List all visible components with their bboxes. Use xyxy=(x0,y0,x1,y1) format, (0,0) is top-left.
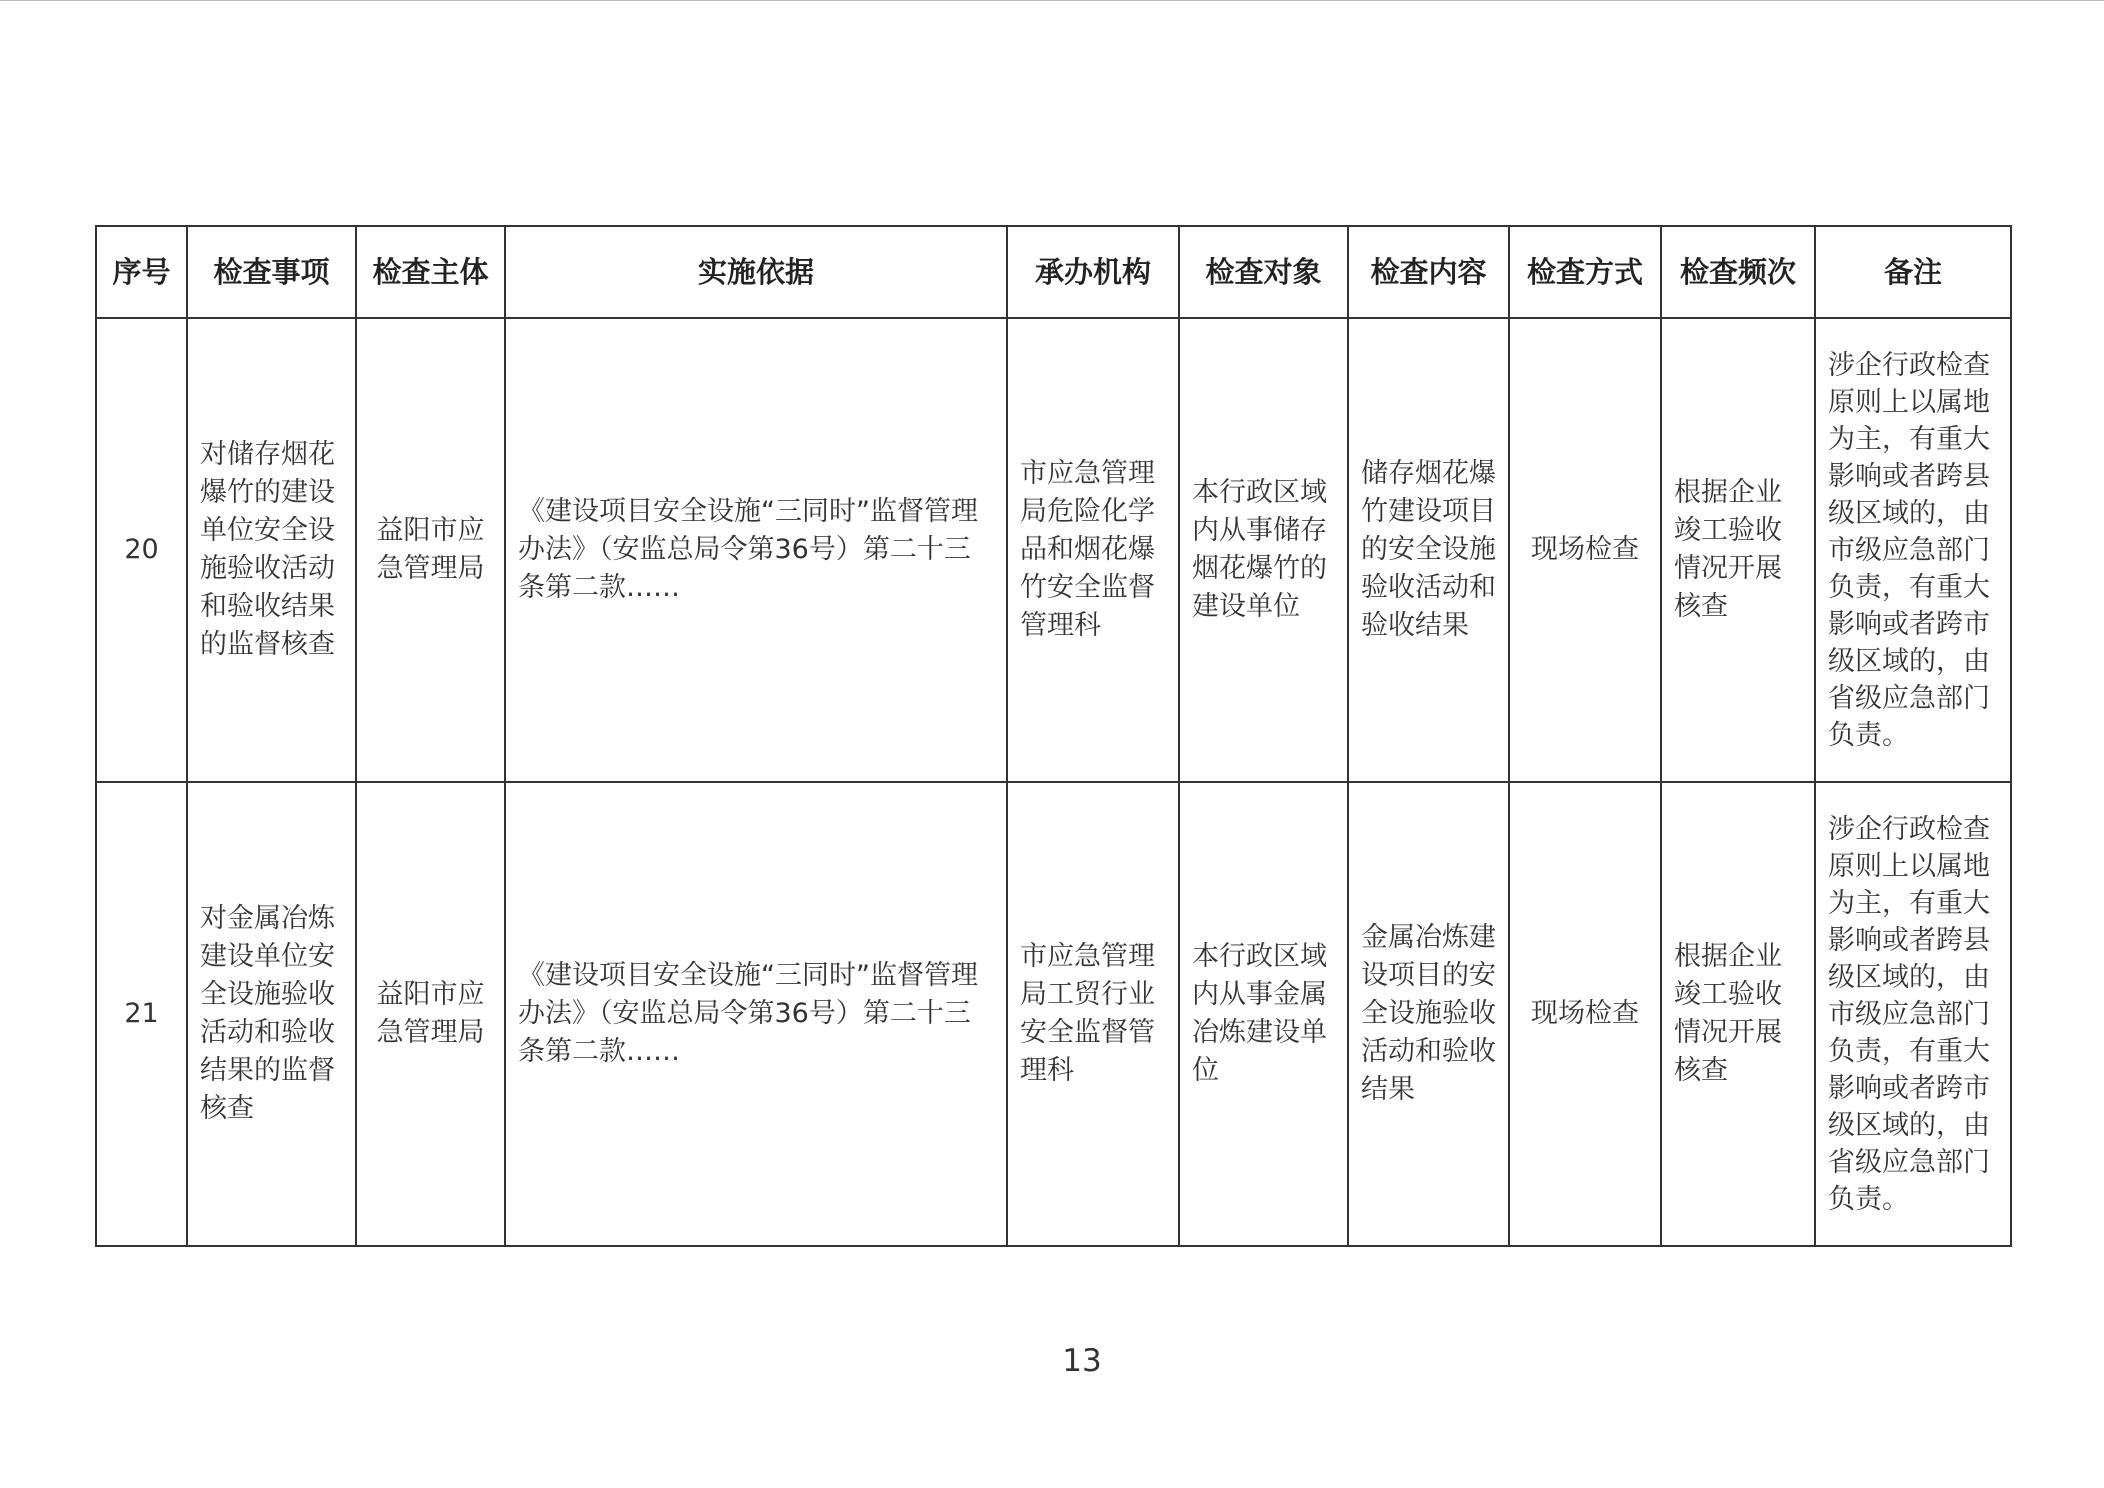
header-number: 序号 xyxy=(96,226,187,318)
table-row xyxy=(96,318,2011,782)
row-20-inspection-item: 对储存烟花爆竹的建设单位安全设施验收活动和验收结果的监督核查 xyxy=(187,318,356,782)
header-organization: 承办机构 xyxy=(1007,226,1179,318)
page-number: 13 xyxy=(1062,1343,1102,1379)
row-20-inspection-method: 现场检查 xyxy=(1509,318,1661,782)
row-21-inspection-target: 本行政区域内从事金属冶炼建设单位 xyxy=(1179,782,1348,1246)
row-20-legal-basis: 《建设项目安全设施“三同时”监督管理办法》（安监总局令第36号）第二十三条第二款…… xyxy=(505,318,1007,782)
header-inspection-method: 检查方式 xyxy=(1509,226,1661,318)
inspection-table-container xyxy=(95,225,2010,1247)
row-20-inspection-content: 储存烟花爆竹建设项目的安全设施验收活动和验收结果 xyxy=(1348,318,1509,782)
header-inspection-content: 检查内容 xyxy=(1348,226,1509,318)
header-legal-basis: 实施依据 xyxy=(505,226,1007,318)
table-header-row xyxy=(96,226,2011,318)
row-21-organization: 市应急管理局工贸行业安全监督管理科 xyxy=(1007,782,1179,1246)
row-21-number: 21 xyxy=(96,782,187,1246)
row-20-note: 涉企行政检查原则上以属地为主，有重大影响或者跨县级区域的，由市级应急部门负责，有重大影响或者跨市级区域的，由省级应急部门负责。 xyxy=(1815,318,2011,782)
row-21-inspection-content: 金属冶炼建设项目的安全设施验收活动和验收结果 xyxy=(1348,782,1509,1246)
table-body xyxy=(96,318,2011,1246)
header-inspection-authority: 检查主体 xyxy=(356,226,505,318)
table-header xyxy=(96,226,2011,318)
row-21-inspection-frequency: 根据企业竣工验收情况开展核查 xyxy=(1661,782,1815,1246)
header-inspection-item: 检查事项 xyxy=(187,226,356,318)
row-20-inspection-authority: 益阳市应急管理局 xyxy=(356,318,505,782)
header-inspection-frequency: 检查频次 xyxy=(1661,226,1815,318)
table-row xyxy=(96,782,2011,1246)
row-21-legal-basis: 《建设项目安全设施“三同时”监督管理办法》（安监总局令第36号）第二十三条第二款…… xyxy=(505,782,1007,1246)
row-20-organization: 市应急管理局危险化学品和烟花爆竹安全监督管理科 xyxy=(1007,318,1179,782)
inspection-table xyxy=(95,225,2012,1247)
row-21-inspection-item: 对金属冶炼建设单位安全设施验收活动和验收结果的监督核查 xyxy=(187,782,356,1246)
row-21-inspection-authority: 益阳市应急管理局 xyxy=(356,782,505,1246)
header-inspection-target: 检查对象 xyxy=(1179,226,1348,318)
row-21-inspection-method: 现场检查 xyxy=(1509,782,1661,1246)
row-20-inspection-target: 本行政区域内从事储存烟花爆竹的建设单位 xyxy=(1179,318,1348,782)
row-21-note: 涉企行政检查原则上以属地为主，有重大影响或者跨县级区域的，由市级应急部门负责，有重大影响或者跨市级区域的，由省级应急部门负责。 xyxy=(1815,782,2011,1246)
row-20-number: 20 xyxy=(96,318,187,782)
page-top-border xyxy=(0,0,2104,1)
row-20-inspection-frequency: 根据企业竣工验收情况开展核查 xyxy=(1661,318,1815,782)
header-note: 备注 xyxy=(1815,226,2011,318)
